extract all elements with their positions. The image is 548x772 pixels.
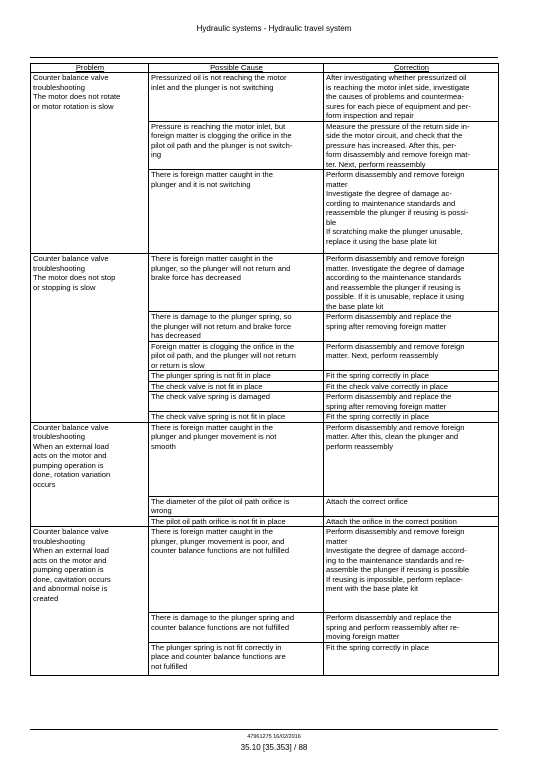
problem-line: When an external load xyxy=(33,441,109,451)
correction-cell xyxy=(324,73,499,122)
problem-line: troubleshooting xyxy=(33,536,85,546)
problem-line: done, rotation variation xyxy=(33,470,111,479)
cause-line: The plunger spring is not fit in place xyxy=(151,371,271,380)
cause-line: or return is slow xyxy=(151,360,205,370)
correction-line: and reassemble the plunger if reusing is xyxy=(326,282,461,292)
cause-cell xyxy=(149,170,324,254)
cause-line: foreign matter is clogging the orifice in the xyxy=(151,131,292,140)
correction-line: perform reassembly xyxy=(326,441,394,451)
correction-line: Perform disassembly and remove foreign xyxy=(326,341,465,351)
correction-line: Investigate the degree of damage accord- xyxy=(326,546,467,555)
correction-line: ing to the maintenance standards and re- xyxy=(326,555,465,565)
correction-cell xyxy=(324,170,499,254)
correction-line: side the motor circuit, and check that the xyxy=(326,131,463,140)
cause-line: inlet and the plunger is not switching xyxy=(151,82,274,92)
problem-line: or stopping is slow xyxy=(33,282,96,292)
problem-line: or motor rotation is slow xyxy=(33,101,114,111)
table-row xyxy=(31,254,499,312)
cause-line: plunger, so the plunger will not return and xyxy=(151,263,291,273)
problem-cell xyxy=(31,254,149,423)
correction-line: replace it using the base plate kit xyxy=(326,236,437,246)
table-row xyxy=(31,527,499,613)
problem-cell xyxy=(31,527,149,676)
correction-line: ment with the base plate kit xyxy=(326,584,419,593)
cause-line: pilot oil path and the plunger is not switch- xyxy=(151,140,293,150)
cause-line: the plunger will not return and brake force xyxy=(151,321,292,331)
correction-cell xyxy=(324,341,499,371)
correction-cell xyxy=(324,527,499,613)
problem-line: Counter balance valve xyxy=(33,422,109,432)
correction-line: If scratching make the plunger unusable, xyxy=(326,227,463,236)
correction-cell xyxy=(324,392,499,412)
problem-line: When an external load xyxy=(33,546,109,555)
cause-cell xyxy=(149,422,324,496)
correction-line: reassemble the plunger if reusing is possi- xyxy=(326,208,469,217)
cause-line: The check valve spring is not fit in place xyxy=(151,412,286,421)
problem-line: acts on the motor and xyxy=(33,555,107,565)
cause-cell xyxy=(149,496,324,516)
cause-line: plunger, plunger movement is poor, and xyxy=(151,536,285,546)
cause-cell xyxy=(149,312,324,342)
cause-line: The plunger spring is not fit correctly in xyxy=(151,642,282,652)
cause-cell xyxy=(149,371,324,382)
problem-line: Counter balance valve xyxy=(33,527,109,536)
cause-cell xyxy=(149,516,324,527)
correction-cell xyxy=(324,422,499,496)
cause-line: pilot oil path, and the plunger will not return xyxy=(151,351,296,360)
correction-line: spring and perform reassembly after re- xyxy=(326,622,460,632)
correction-cell xyxy=(324,516,499,527)
problem-line: The motor does not stop xyxy=(33,273,116,282)
problem-line: occurs xyxy=(33,479,56,489)
correction-cell xyxy=(324,254,499,312)
correction-line: form inspection and repair xyxy=(326,111,414,120)
correction-line: Perform disassembly and remove foreign xyxy=(326,422,465,432)
cause-line: There is damage to the plunger spring and xyxy=(151,613,295,622)
cause-line: There is damage to the plunger spring, so xyxy=(151,312,292,321)
problem-line: troubleshooting xyxy=(33,432,85,441)
problem-line: Counter balance valve xyxy=(33,73,109,82)
correction-line: Perform disassembly and replace the xyxy=(326,312,452,321)
problem-cell xyxy=(31,422,149,527)
cause-cell xyxy=(149,613,324,643)
correction-cell xyxy=(324,613,499,643)
table-row xyxy=(31,422,499,496)
correction-cell xyxy=(324,642,499,675)
cause-cell xyxy=(149,392,324,412)
correction-line: Perform disassembly and remove foreign xyxy=(326,170,465,179)
correction-line: cording to maintenance standards and xyxy=(326,198,456,208)
correction-line: Attach the correct orifice xyxy=(326,496,408,506)
problem-line: troubleshooting xyxy=(33,82,85,92)
correction-line: pressure has increased. After this, per- xyxy=(326,140,457,150)
correction-line: Perform disassembly and remove foreign xyxy=(326,527,465,536)
correction-line: Attach the orifice in the correct position xyxy=(326,516,457,526)
correction-line: possible. If it is unusable, replace it using xyxy=(326,292,465,301)
cause-cell xyxy=(149,341,324,371)
correction-line: matter. After this, clean the plunger and xyxy=(326,432,459,441)
cause-line: plunger and it is not switching xyxy=(151,179,251,189)
page-title: Hydraulic systems - Hydraulic travel system xyxy=(196,24,352,33)
correction-line: the base plate kit xyxy=(326,301,384,311)
problem-line: done, cavitation occurs xyxy=(33,574,111,584)
correction-line: form disassembly and remove foreign mat- xyxy=(326,150,470,159)
correction-cell xyxy=(324,371,499,382)
cause-cell xyxy=(149,527,324,613)
correction-line: according to the maintenance standards xyxy=(326,273,462,282)
cause-line: Pressurized oil is not reaching the motor xyxy=(151,73,287,82)
correction-line: matter. Investigate the degree of damage xyxy=(326,263,465,273)
column-header-cause: Possible Cause xyxy=(149,64,324,73)
cause-cell xyxy=(149,254,324,312)
correction-line: ter. Next, perform reassembly xyxy=(326,159,426,169)
column-header-problem: Problem xyxy=(31,64,149,73)
problem-line: pumping operation is xyxy=(33,565,104,574)
cause-line: not fulfilled xyxy=(151,661,188,671)
correction-line: matter xyxy=(326,536,348,546)
correction-line: After investigating whether pressurized oil xyxy=(326,73,467,82)
problem-line: and abnormal noise is xyxy=(33,584,108,593)
problem-line: Counter balance valve xyxy=(33,254,109,263)
correction-line: Measure the pressure of the return side in- xyxy=(326,121,470,131)
correction-line: sures for each piece of equipment and per- xyxy=(326,101,471,111)
cause-line: has decreased xyxy=(151,331,201,340)
correction-line: If reusing is impossible, perform replace- xyxy=(326,574,463,584)
cause-line: smooth xyxy=(151,441,176,451)
problem-line: pumping operation is xyxy=(33,460,104,470)
cause-line: wrong xyxy=(151,506,172,515)
correction-line: matter. Next, perform reassembly xyxy=(326,351,439,360)
correction-line: Fit the spring correctly in place xyxy=(326,642,429,652)
table-header-row xyxy=(31,64,499,73)
correction-line: Perform disassembly and replace the xyxy=(326,613,452,622)
cause-cell xyxy=(149,381,324,392)
problem-line: The motor does not rotate xyxy=(33,92,121,101)
cause-line: place and counter balance functions are xyxy=(151,652,286,661)
correction-line: Fit the spring correctly in place xyxy=(326,412,429,421)
correction-cell xyxy=(324,496,499,516)
cause-line: counter balance functions are not fulfilled xyxy=(151,622,290,632)
cause-line: The diameter of the pilot oil path orifice is xyxy=(151,496,290,506)
correction-line: Fit the spring correctly in place xyxy=(326,371,429,380)
cause-cell xyxy=(149,121,324,170)
cause-cell xyxy=(149,412,324,423)
correction-line: ble xyxy=(326,217,337,227)
cause-line: There is foreign matter caught in the xyxy=(151,527,273,536)
cause-line: There is foreign matter caught in the xyxy=(151,254,273,263)
cause-line: Pressure is reaching the motor inlet, but xyxy=(151,121,286,131)
cause-line: There is foreign matter caught in the xyxy=(151,422,273,432)
cause-line: counter balance functions are not fulfilled xyxy=(151,546,290,555)
correction-line: moving foreign matter xyxy=(326,632,400,641)
problem-cell xyxy=(31,73,149,254)
correction-cell xyxy=(324,381,499,392)
footer-document-code: 47961275 16/02/2016 xyxy=(247,734,301,740)
correction-cell xyxy=(324,312,499,342)
correction-cell xyxy=(324,412,499,423)
correction-line: Fit the check valve correctly in place xyxy=(326,381,448,391)
correction-line: the causes of problems and countermea- xyxy=(326,92,465,101)
cause-cell xyxy=(149,642,324,675)
column-header-correction: Correction xyxy=(324,64,499,73)
problem-line: troubleshooting xyxy=(33,263,85,273)
correction-cell xyxy=(324,121,499,170)
troubleshooting-table xyxy=(30,63,499,676)
footer-rule xyxy=(30,729,498,730)
cause-line: brake force has decreased xyxy=(151,273,241,282)
correction-line: Perform disassembly and replace the xyxy=(326,392,452,401)
footer-page-number: 35.10 [35.353] / 88 xyxy=(240,743,308,752)
cause-line: There is foreign matter caught in the xyxy=(151,170,273,179)
cause-line: Foreign matter is clogging the orifice in the xyxy=(151,341,295,351)
correction-line: Investigate the degree of damage ac- xyxy=(326,189,452,198)
table-row xyxy=(31,73,499,122)
problem-line: acts on the motor and xyxy=(33,451,107,460)
cause-line: The pilot oil path orifice is not fit in place xyxy=(151,516,286,526)
cause-line: The check valve is not fit in place xyxy=(151,381,263,391)
cause-line: ing xyxy=(151,150,162,159)
cause-cell xyxy=(149,73,324,122)
correction-line: spring after removing foreign matter xyxy=(326,401,447,411)
header-rule xyxy=(30,57,498,58)
cause-line: plunger and plunger movement is not xyxy=(151,432,277,441)
correction-line: assemble the plunger if reusing is possible xyxy=(326,565,470,574)
correction-line: spring after removing foreign matter xyxy=(326,321,447,331)
problem-line: created xyxy=(33,593,59,603)
correction-line: matter xyxy=(326,179,348,189)
cause-line: The check valve spring is damaged xyxy=(151,392,271,401)
correction-line: Perform disassembly and remove foreign xyxy=(326,254,465,263)
correction-line: is reaching the motor inlet side, investigate xyxy=(326,82,470,92)
